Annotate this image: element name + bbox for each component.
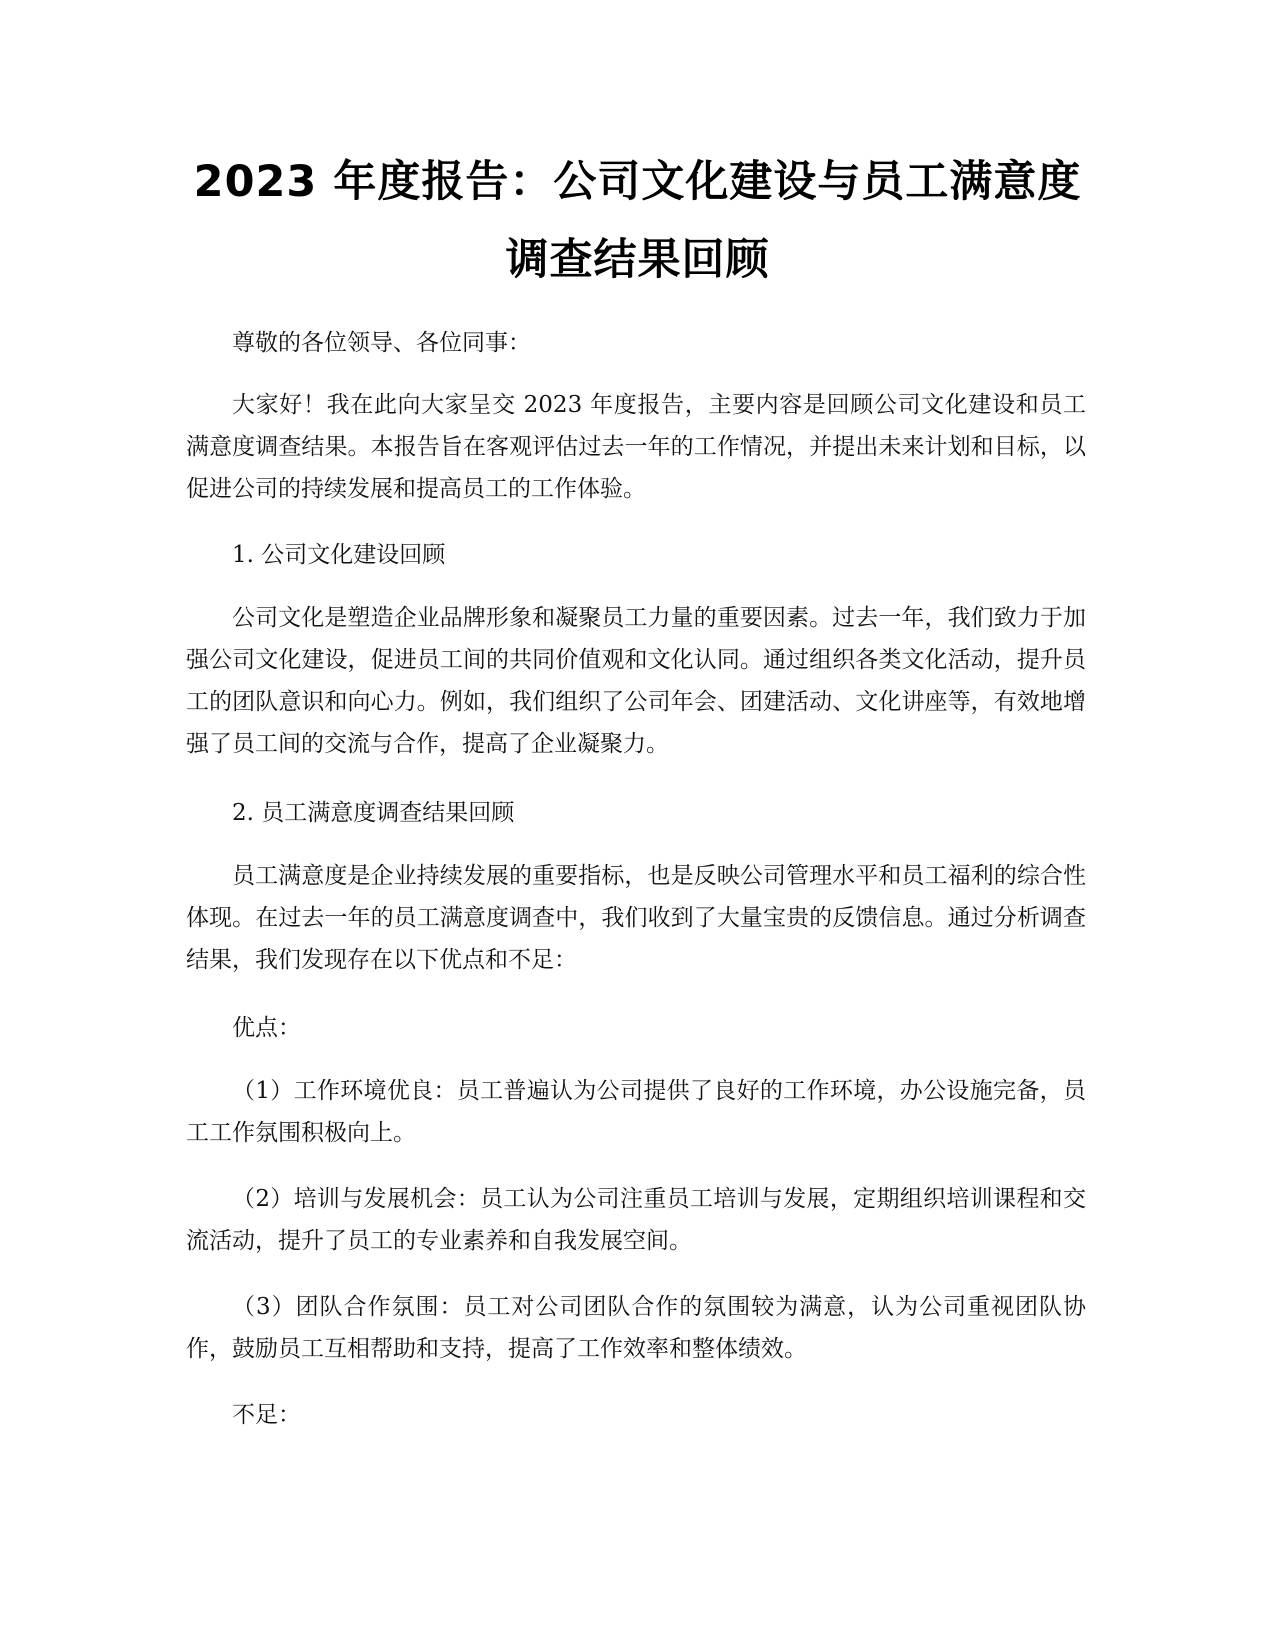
strength-item-2: （2）培训与发展机会：员工认为公司注重员工培训与发展，定期组织培训课程和交流活动，提升了员工的专业素养和自我发展空间。 [186, 1186, 1086, 1254]
salutation: 尊敬的各位领导、各位同事： [232, 330, 531, 356]
strengths-heading: 优点： [232, 1015, 301, 1041]
document-title-line2: 调查结果回顾 [505, 235, 770, 285]
section2-heading: 2. 员工满意度调查结果回顾 [232, 800, 515, 826]
strength-item-3: （3）团队合作氛围：员工对公司团队合作的氛围较为满意，认为公司重视团队协作，鼓励员工互相帮助和支持，提高了工作效率和整体绩效。 [186, 1294, 1086, 1362]
weaknesses-heading: 不足： [232, 1402, 301, 1428]
document-title-line1: 2023 年度报告：公司文化建设与员工满意度 [193, 157, 1082, 207]
section1-heading: 1. 公司文化建设回顾 [232, 542, 446, 568]
strength-item-1: （1）工作环境优良：员工普遍认为公司提供了良好的工作环境，办公设施完备，员工工作氛围积极向上。 [186, 1078, 1086, 1146]
intro-paragraph: 大家好！我在此向大家呈交 2023 年度报告，主要内容是回顾公司文化建设和员工满意度调查结果。本报告旨在客观评估过去一年的工作情况，并提出未来计划和目标，以促进公司的持续发展和提高员工的工作体验。 [186, 392, 1086, 502]
section2-paragraph: 员工满意度是企业持续发展的重要指标，也是反映公司管理水平和员工福利的综合性体现。在过去一年的员工满意度调查中，我们收到了大量宝贵的反馈信息。通过分析调查结果，我们发现存在以下优点和不足： [186, 863, 1086, 973]
section1-paragraph: 公司文化是塑造企业品牌形象和凝聚员工力量的重要因素。过去一年，我们致力于加强公司文化建设，促进员工间的共同价值观和文化认同。通过组织各类文化活动，提升员工的团队意识和向心力。例如，我们组织了公司年会、团建活动、文化讲座等，有效地增强了员工间的交流与合作，提高了企业凝聚力。 [186, 605, 1086, 757]
